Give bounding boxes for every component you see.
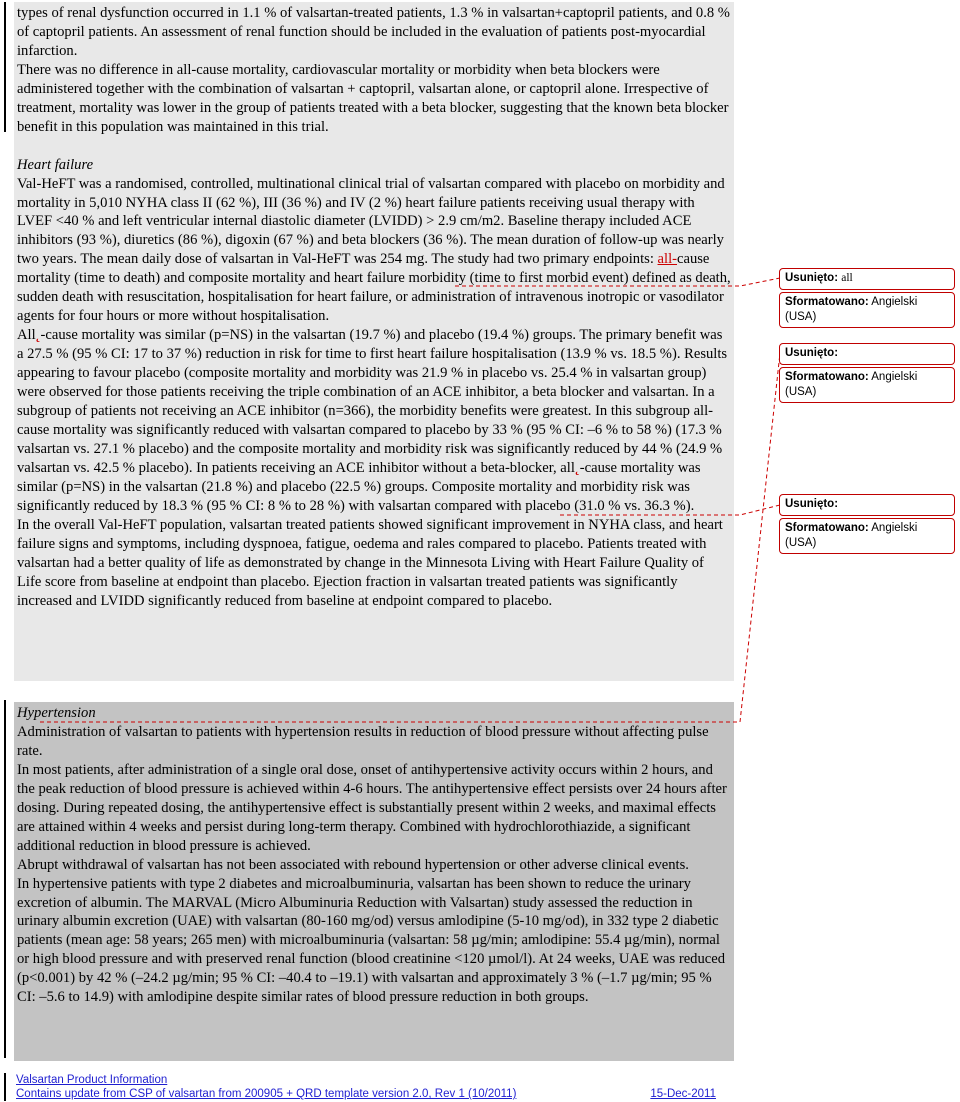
deletion-marker-2[interactable]: ˛ bbox=[574, 459, 580, 476]
tracked-deletion-all[interactable]: all- bbox=[657, 251, 677, 268]
comment-label: Usunięto: bbox=[785, 347, 839, 359]
paragraph-onset: In most patients, after administration of a single oral dose, onset of antihypertensive activity occurs within 2 hours, and the peak reduction of blood pressure is achieved within 4-6 hours. The antihypertensive effect persists over 24 hours after dosing. During repeated dosing, the antihypertensive effect is substantially present within 2 weeks, and maximal effects are attained within 4 weeks and persist during long-term therapy. Combined with hydrochlorothiazide, a significant additional reduction in blood pressure is achieved. bbox=[17, 761, 727, 854]
comment-text: Angielski (USA) bbox=[785, 296, 918, 323]
comment-label: Sformatowano: bbox=[785, 371, 869, 383]
paragraph-withdrawal: Abrupt withdrawal of valsartan has not been associated with rebound hypertension or other adverse clinical events. bbox=[17, 856, 689, 873]
deletion-marker[interactable]: ˛ bbox=[35, 327, 41, 344]
val-heft-text-rest: cause mortality (time to death) and composite mortality and heart failure morbidity (time to first morbid event) defined as death, sudden death with resuscitation, hospitalisation for heart failure, or administration of intravenous inotropic or vasodilator agents for four hours or more without hospitalisation. bbox=[17, 251, 731, 325]
paragraph-renal: types of renal dysfunction occurred in 1.1 % of valsartan-treated patients, 1.3 % in valsartan+captopril patients, and 0.8 % of captopril patients. An assessment of renal function should be included in the evaluation of patients post-myocardial infarction. bbox=[17, 5, 730, 59]
footer-date: 15-Dec-2011 bbox=[650, 1088, 716, 1100]
val-heft-text: Val-HeFT was a randomised, controlled, multinational clinical trial of valsartan compared with placebo on morbidity and mortality in 5,010 NYHA class II (62 %), III (36 %) and IV (2 %) heart failure patients receiving usual therapy with LVEF <40 % and left ventricular internal diastolic diameter (LVIDD) > 2.9 cm/m2. Baseline therapy included ACE inhibitors (93 %), diuretics (86 %), digoxin (67 %) and beta blockers (36 %). The mean duration of follow-up was nearly two years. The mean daily dose of valsartan in Val-HeFT was 254 mg. The study had two primary endpoints: bbox=[17, 175, 725, 268]
heart-failure-heading: Heart failure bbox=[17, 156, 94, 173]
comment-format-1[interactable] bbox=[779, 292, 955, 328]
comment-deleted-1[interactable] bbox=[779, 268, 955, 290]
mortality-text-c: -cause mortality was similar (p=NS) in the valsartan (21.8 %) and placebo (22.5 %) groups. Composite mortality and morbidity risk was significantly reduced by 18.3 % (95 % CI: 8 % to 28 %) with valsartan compared with placebo (31.0 % vs. 36.3 %). bbox=[17, 459, 701, 514]
paragraph-beta-blockers: There was no difference in all-cause mortality, cardiovascular mortality or morbidity when beta blockers were administered together with the combination of valsartan + captopril, valsartan alone, or captopril alone. Irrespective of treatment, mortality was lower in the group of patients treated with a beta blocker, suggesting that the known beta blocker benefit in this population was maintained in this trial. bbox=[17, 61, 729, 135]
comment-deleted-3[interactable] bbox=[779, 494, 955, 516]
comment-label: Sformatowano: bbox=[785, 522, 869, 534]
comment-text: Angielski (USA) bbox=[785, 522, 918, 549]
connector-2 bbox=[40, 353, 780, 722]
comment-label: Sformatowano: bbox=[785, 296, 869, 308]
hypertension-heading: Hypertension bbox=[17, 705, 96, 721]
mortality-text-a: All bbox=[17, 327, 36, 344]
comment-format-3[interactable] bbox=[779, 518, 955, 554]
page-footer bbox=[16, 1073, 716, 1101]
comment-format-2[interactable] bbox=[779, 367, 955, 403]
paragraph-pulse: Administration of valsartan to patients with hypertension results in reduction of blood pressure without affecting pulse rate. bbox=[17, 723, 709, 759]
connector-3 bbox=[560, 505, 780, 515]
footer-version: Contains update from CSP of valsartan from 200905 + QRD template version 2.0, Rev 1 (10/2011) bbox=[16, 1088, 517, 1100]
comment-deleted-2[interactable] bbox=[779, 343, 955, 365]
paragraph-nyha: In the overall Val-HeFT population, valsartan treated patients showed significant improvement in NYHA class, and heart failure signs and symptoms, including dyspnoea, fatigue, oedema and rales compared to placebo. Patients treated with valsartan had a better quality of life as demonstrated by change in the Minnesota Living with Heart Failure Quality of Life score from baseline at endpoint than placebo. Ejection fraction in valsartan treated patients was significantly increased and LVIDD significantly reduced from baseline at endpoint compared to placebo. bbox=[17, 516, 723, 609]
comment-text: all bbox=[841, 272, 853, 284]
comment-label: Usunięto: bbox=[785, 498, 839, 510]
comment-label: Usunięto: bbox=[785, 272, 839, 284]
connector-1 bbox=[455, 278, 780, 286]
mortality-text-b: -cause mortality was similar (p=NS) in the valsartan (19.7 %) and placebo (19.4 %) groups. The primary benefit was a 27.5 % (95 % CI: 17 to 37 %) reduction in risk for time to first heart failure hospitalisation (13.9 % vs. 18.5 %). Results appearing to favour placebo (composite mortality and morbidity was 21.9 % in placebo vs. 25.4 % in valsartan group) were observed for those patients receiving the triple combination of an ACE inhibitor, a beta blocker and valsartan. In a subgroup of patients not receiving an ACE inhibitor (n=366), the morbidity benefits were greatest. In this subgroup all-cause mortality was significantly reduced with valsartan compared to placebo by 33 % (95 % CI: –6 % to 58 %) (17.3 % valsartan vs. 27.1 % placebo) and the composite mortality and morbidity risk was significantly reduced by 44 % (24.9 % valsartan vs. 42.5 % placebo). In patients receiving an ACE inhibitor without a beta-blocker, all bbox=[17, 327, 728, 476]
comment-text: Angielski (USA) bbox=[785, 371, 918, 398]
footer-title: Valsartan Product Information bbox=[16, 1074, 168, 1086]
paragraph-marval: In hypertensive patients with type 2 diabetes and microalbuminuria, valsartan has been shown to reduce the urinary excretion of albumin. The MARVAL (Micro Albuminuria Reduction with Valsartan) study assessed the reduction in urinary albumin excretion (UAE) with valsartan (80-160 mg/od) versus amlodipine (5-10 mg/od), in 332 type 2 diabetic patients (mean age: 58 years; 265 men) with microalbuminuria (valsartan: 58 µg/min; amlodipine: 55.4 µg/min), normal or high blood pressure and with preserved renal function (blood creatinine <120 µmol/l). At 24 weeks, UAE was reduced (p<0.001) by 42 % (–24.2 µg/min; 95 % CI: –40.4 to –19.1) with valsartan and approximately 3 % (–1.7 µg/min; 95 % CI: –5.6 to 14.9) with amlodipine despite similar rates of blood pressure reduction in both groups. bbox=[17, 875, 726, 1006]
